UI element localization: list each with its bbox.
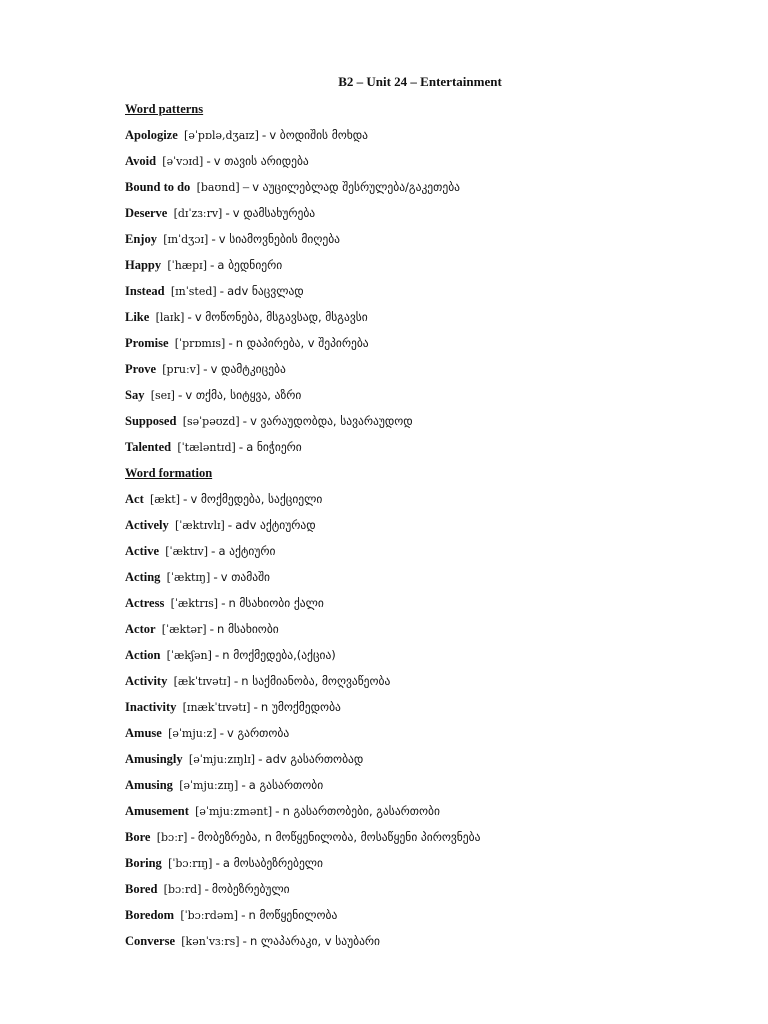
entry-pronunciation: [ˈæktrɪs] — [170, 597, 219, 610]
entry-word: Actress — [125, 596, 165, 610]
vocab-entry — [125, 282, 745, 308]
entry-word: Avoid — [125, 154, 157, 168]
entry-word: Deserve — [125, 206, 168, 220]
entry-separator: - — [190, 830, 195, 844]
entry-definition: adv აქტიურად — [235, 518, 316, 532]
entry-definition: v მოწონება, მსგავსად, მსგავსი — [194, 310, 368, 324]
section-heading: Word patterns — [125, 102, 204, 116]
entry-definition: v თავის არიდება — [213, 154, 309, 168]
entry-separator: - — [275, 804, 280, 818]
entry-word: Enjoy — [125, 232, 157, 246]
entry-definition: a აქტიური — [218, 544, 276, 558]
entry-separator: - — [206, 154, 211, 168]
entry-separator: - — [241, 908, 246, 922]
entry-word: Boring — [125, 856, 162, 870]
entry-definition: v ვარაუდობდა, სავარაუდოდ — [250, 414, 413, 428]
entry-separator: - — [204, 882, 209, 896]
entry-separator: - — [241, 778, 246, 792]
entry-word: Action — [125, 648, 161, 662]
entry-definition: მობეზრება, n მოწყენილობა, მოსაწყენი პიროვნება — [197, 830, 481, 844]
vocab-entry — [125, 178, 745, 204]
entry-definition: v დამსახურება — [232, 206, 316, 220]
entry-separator: - — [213, 570, 218, 584]
vocab-entry — [125, 828, 745, 854]
entry-pronunciation: [kənˈvɜːrs] — [181, 935, 240, 948]
entry-pronunciation: [əˈmjuːzɪŋ] — [179, 779, 239, 792]
entry-separator: - — [209, 622, 214, 636]
entry-pronunciation: [laɪk] — [155, 311, 185, 324]
entry-separator: - — [262, 128, 267, 142]
vocab-entry — [125, 412, 745, 438]
vocab-entry — [125, 386, 745, 412]
entry-separator: – — [242, 180, 250, 194]
entry-separator: - — [258, 752, 263, 766]
entry-pronunciation: [əˈmjuːzmənt] — [195, 805, 273, 818]
entry-separator: - — [227, 518, 233, 532]
entry-word: Acting — [125, 570, 161, 584]
entry-pronunciation: [ɪnˈdʒɔɪ] — [163, 233, 209, 246]
entry-definition: n უმოქმედობა — [260, 700, 341, 714]
entry-word: Supposed — [125, 414, 177, 428]
entry-pronunciation: [dɪˈzɜːrv] — [173, 207, 223, 220]
entry-separator: - — [238, 440, 244, 454]
entry-definition: n მსახიობი ქალი — [228, 596, 324, 610]
entry-pronunciation: [bɔːrd] — [163, 883, 202, 896]
entry-separator: - — [215, 648, 220, 662]
section-heading: Word formation — [125, 466, 213, 480]
vocab-entry — [125, 724, 745, 750]
entry-pronunciation: [ˈæktɪŋ] — [166, 571, 211, 584]
entry-word: Converse — [125, 934, 175, 948]
entry-pronunciation: [ˈtæləntɪd] — [177, 441, 236, 454]
entry-pronunciation: [ˈbɔːrdəm] — [180, 909, 239, 922]
entry-definition: n გასართობები, გასართობი — [282, 804, 440, 818]
entry-pronunciation: [səˈpəʊzd] — [182, 415, 240, 428]
entry-pronunciation: [əˈpɒlə,dʒaɪz] — [184, 129, 259, 142]
entry-separator: - — [211, 544, 216, 558]
entry-separator: - — [219, 284, 224, 298]
entry-definition: n ლაპარაკი, v საუბარი — [249, 934, 381, 948]
entry-definition: n მოქმედება,(აქცია) — [222, 648, 336, 662]
entry-word: Inactivity — [125, 700, 177, 714]
entry-word: Actor — [125, 622, 156, 636]
entry-definition: n საქმიანობა, მოღვაწეობა — [241, 674, 391, 688]
vocab-entry — [125, 698, 745, 724]
entry-definition: a ნიჭიერი — [246, 440, 302, 454]
entry-definition: a გასართობი — [248, 778, 324, 792]
entry-definition: v თქმა, სიტყვა, აზრი — [185, 388, 302, 402]
entry-pronunciation: [pruːv] — [162, 363, 201, 376]
entry-word: Prove — [125, 362, 157, 376]
entry-definition: n დაპირება, v შეპირება — [235, 336, 369, 350]
entry-separator: - — [225, 206, 230, 220]
entry-definition: მობეზრებული — [211, 882, 290, 896]
entry-separator: - — [242, 934, 247, 948]
entry-pronunciation: [əˈmjuːzɪŋlɪ] — [188, 753, 256, 766]
entry-separator: - — [183, 492, 188, 506]
vocab-entry — [125, 880, 745, 906]
entry-pronunciation: [baʊnd] — [196, 181, 240, 194]
entry-word: Instead — [125, 284, 165, 298]
vocab-entry — [125, 620, 745, 646]
entry-definition: adv გასართობად — [265, 752, 364, 766]
vocab-entry — [125, 568, 745, 594]
entry-definition: v მოქმედება, საქციელი — [190, 492, 323, 506]
entry-definition: v ბოდიშის მოხდა — [269, 128, 368, 142]
vocab-entry — [125, 490, 745, 516]
vocab-entry — [125, 594, 745, 620]
vocab-entry — [125, 360, 745, 386]
entry-word: Bored — [125, 882, 158, 896]
vocab-entry — [125, 126, 745, 152]
entry-word: Boredom — [125, 908, 175, 922]
entry-word: Bound to do — [125, 180, 191, 194]
vocab-entry — [125, 204, 745, 230]
vocab-entry — [125, 932, 745, 958]
entry-word: Bore — [125, 830, 151, 844]
entry-word: Like — [125, 310, 150, 324]
entry-definition: v გართობა — [227, 726, 290, 740]
entry-separator: - — [178, 388, 183, 402]
entry-word: Amusingly — [125, 752, 183, 766]
entry-pronunciation: [əˈmjuːz] — [168, 727, 217, 740]
entry-definition: n მსახიობი — [217, 622, 279, 636]
entry-separator: - — [233, 674, 239, 688]
entry-definition: v აუცილებლად შესრულება/გაკეთება — [252, 180, 460, 194]
entry-word: Happy — [125, 258, 162, 272]
entry-separator: - — [221, 596, 226, 610]
vocabulary-list — [125, 100, 745, 958]
vocab-entry — [125, 854, 745, 880]
entry-pronunciation: [bɔːr] — [156, 831, 188, 844]
entry-word: Say — [125, 388, 145, 402]
vocab-entry — [125, 750, 745, 776]
entry-word: Amuse — [125, 726, 162, 740]
entry-separator: - — [215, 856, 220, 870]
entry-pronunciation: [ˈprɒmɪs] — [174, 337, 226, 350]
entry-definition: adv ნაცვლად — [227, 284, 304, 298]
vocab-entry — [125, 776, 745, 802]
entry-word: Act — [125, 492, 144, 506]
vocab-entry — [125, 516, 745, 542]
entry-definition: a ბედნიერი — [217, 258, 283, 272]
entry-pronunciation: [ɪnækˈtɪvətɪ] — [182, 701, 251, 714]
entry-separator: - — [187, 310, 192, 324]
entry-definition: v სიამოვნების მიღება — [218, 232, 341, 246]
entry-pronunciation: [ækt] — [150, 493, 181, 506]
entry-word: Talented — [125, 440, 172, 454]
entry-word: Promise — [125, 336, 169, 350]
entry-separator: - — [242, 414, 247, 428]
vocab-entry — [125, 230, 745, 256]
entry-separator: - — [228, 336, 233, 350]
vocab-entry — [125, 308, 745, 334]
entry-pronunciation: [ækˈtɪvətɪ] — [173, 675, 231, 688]
entry-word: Amusement — [125, 804, 189, 818]
entry-pronunciation: [ˈhæpɪ] — [167, 259, 207, 272]
entry-definition: v თამაში — [220, 570, 270, 584]
entry-word: Apologize — [125, 128, 178, 142]
entry-pronunciation: [ɪnˈsted] — [170, 285, 217, 298]
entry-pronunciation: [seɪ] — [150, 389, 175, 402]
entry-definition: n მოწყენილობა — [248, 908, 338, 922]
entry-separator: - — [210, 258, 215, 272]
vocab-entry — [125, 802, 745, 828]
entry-separator: - — [253, 700, 258, 714]
vocab-entry — [125, 438, 745, 464]
vocab-entry — [125, 542, 745, 568]
vocab-entry — [125, 152, 745, 178]
entry-definition: a მოსაბეზრებელი — [222, 856, 324, 870]
vocab-entry — [125, 256, 745, 282]
entry-pronunciation: [ˈækʃən] — [166, 649, 212, 662]
vocab-entry — [125, 906, 745, 932]
entry-word: Amusing — [125, 778, 173, 792]
entry-separator: - — [203, 362, 208, 376]
entry-word: Actively — [125, 518, 169, 532]
vocab-entry — [125, 672, 745, 698]
entry-pronunciation: [əˈvɔɪd] — [162, 155, 204, 168]
vocab-entry — [125, 334, 745, 360]
entry-pronunciation: [ˈæktɪvlɪ] — [174, 519, 225, 532]
entry-definition: v დამტკიცება — [210, 362, 286, 376]
vocab-entry — [125, 646, 745, 672]
entry-separator: - — [219, 726, 224, 740]
entry-pronunciation: [ˈbɔːrɪŋ] — [168, 857, 213, 870]
entry-word: Activity — [125, 674, 168, 688]
entry-word: Active — [125, 544, 160, 558]
entry-separator: - — [211, 232, 216, 246]
entry-pronunciation: [ˈæktɪv] — [165, 545, 209, 558]
page-title: B2 – Unit 24 – Entertainment — [338, 74, 502, 89]
entry-pronunciation: [ˈæktər] — [161, 623, 207, 636]
